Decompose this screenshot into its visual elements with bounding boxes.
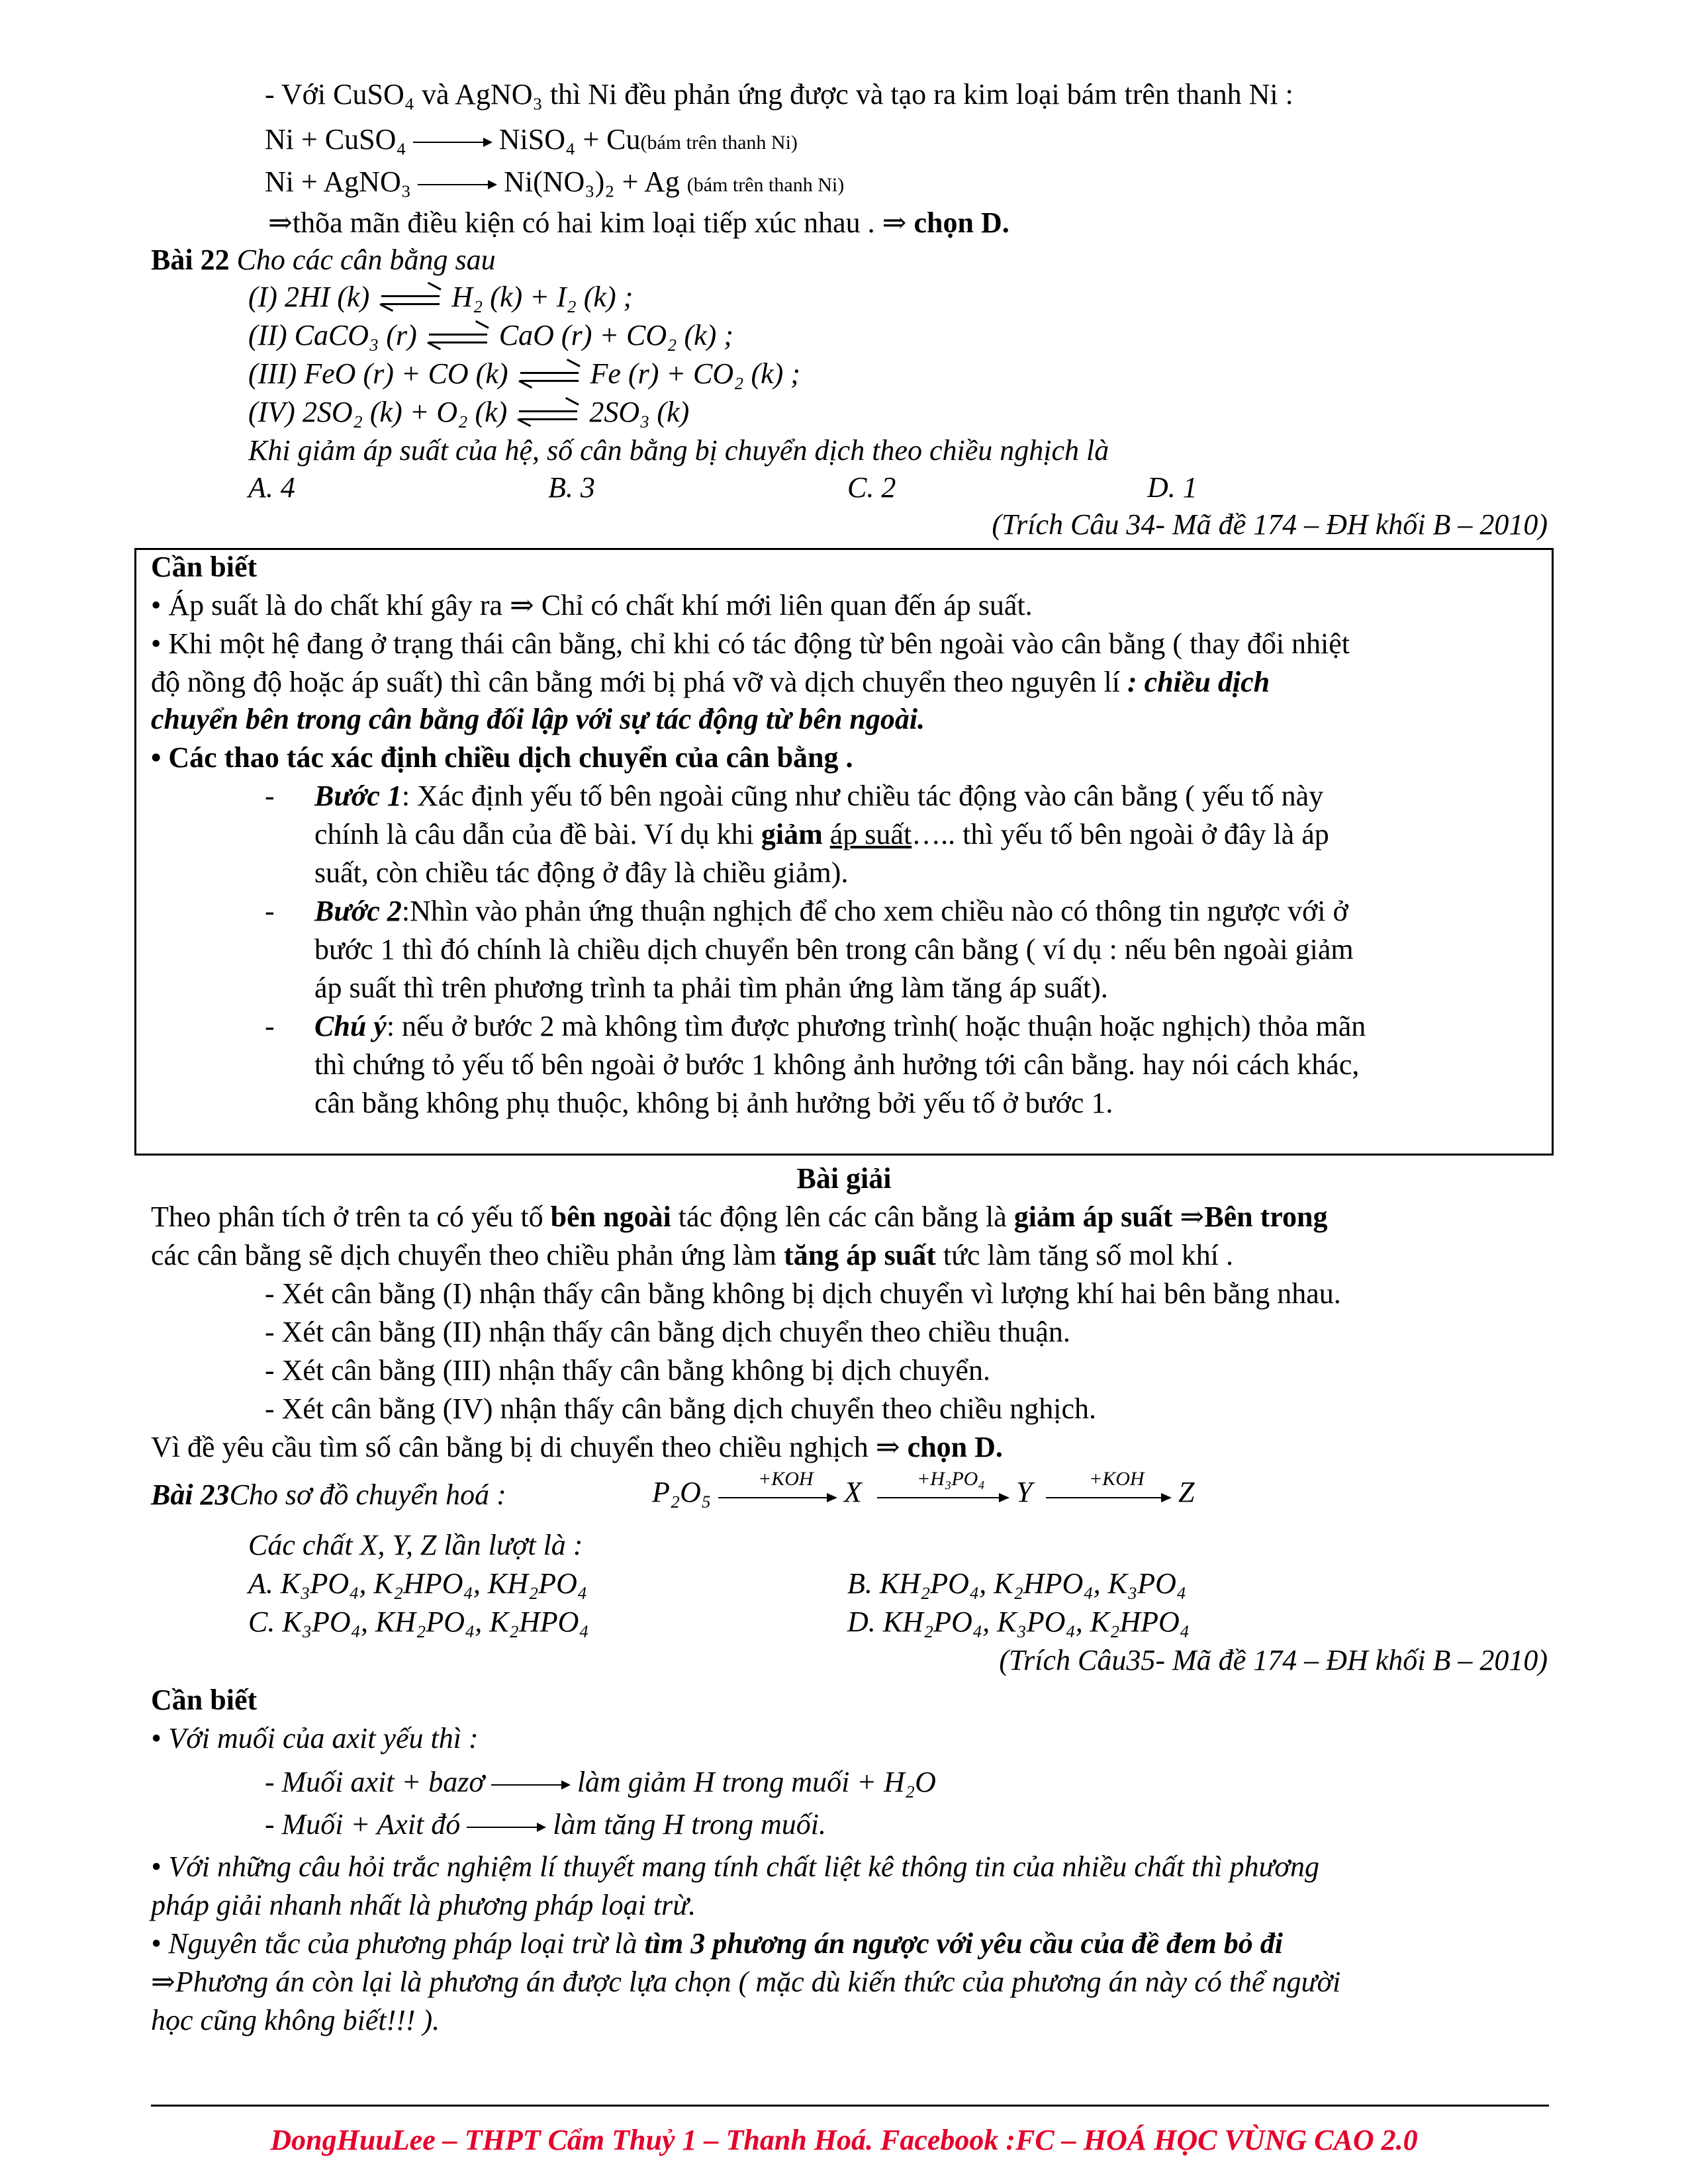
option-a: A. 4 bbox=[248, 471, 295, 504]
footer-divider bbox=[151, 2105, 1549, 2107]
arrow-icon bbox=[1046, 1492, 1172, 1503]
note-step-cont: thì chứng tỏ yếu tố bên ngoài ở bước 1 không ảnh hưởng tới cân bằng. hay nói cách khác, bbox=[314, 1048, 1360, 1081]
scheme-node: X bbox=[844, 1476, 862, 1508]
option-c: C. K₃PO₄, KH₂PO₄, K₂HPO₄ bbox=[248, 1606, 589, 1638]
solution-conclusion: Vì đề yêu cầu tìm số cân bằng bị di chuyển theo chiều nghịch ⇒ chọn D. bbox=[151, 1431, 1003, 1463]
box-bullet-cont: độ nồng độ hoặc áp suất) thì cân bằng mới bị phá vỡ và dịch chuyển theo nguyên lí : chiều dịch bbox=[151, 666, 1270, 698]
equilibrium-4: (IV) 2SO₂ (k) + O₂ (k) 2SO₃ (k) bbox=[248, 396, 690, 428]
equilibrium-3: (III) FeO (r) + CO (k) Fe (r) + CO₂ (k) ; bbox=[248, 357, 800, 390]
equilibrium-1: (I) 2HI (k) H₂ (k) + I₂ (k) ; bbox=[248, 281, 633, 313]
reaction-line bbox=[265, 123, 798, 157]
reactant: Ni + CuSO₄ bbox=[265, 123, 406, 156]
reaction-line: - Muối axit + bazơ làm giảm H trong muối + H₂O bbox=[265, 1766, 936, 1798]
arrow-icon bbox=[491, 1778, 571, 1792]
dash-icon: - bbox=[265, 895, 275, 927]
option-b: B. 3 bbox=[548, 471, 595, 504]
solution-item: - Xét cân bằng (II) nhận thấy cân bằng dịch chuyển theo chiều thuận. bbox=[265, 1316, 1070, 1348]
arrow-icon bbox=[718, 1492, 837, 1503]
dash-icon: - bbox=[265, 780, 275, 812]
option-d: D. 1 bbox=[1147, 471, 1197, 504]
step-2-cont: áp suất thì trên phương trình ta phải tìm phản ứng làm tăng áp suất). bbox=[314, 972, 1108, 1004]
solution-para: Theo phân tích ở trên ta có yếu tố bên ngoài tác động lên các cân bằng là giảm áp suất ⇒Bên trong bbox=[151, 1201, 1328, 1233]
question-label: Bài 22 bbox=[151, 244, 230, 276]
equilibrium-2: (II) CaCO₃ (r) CaO (r) + CO₂ (k) ; bbox=[248, 319, 733, 351]
scheme-node: P₂O₅ bbox=[652, 1476, 712, 1508]
equilibrium-arrow-icon bbox=[381, 291, 440, 308]
equilibrium-arrow-icon bbox=[519, 406, 577, 424]
step-1-cont: suất, còn chiều tác động ở đây là chiều giảm). bbox=[314, 856, 849, 889]
step-2-cont: bước 1 thì đó chính là chiều dịch chuyển bên trong cân bằng ( ví dụ : nếu bên ngoài giảm bbox=[314, 933, 1354, 966]
question-heading: Bài 23Cho sơ đồ chuyển hoá : bbox=[151, 1479, 506, 1511]
arrow-label: +H₃PO₄ bbox=[917, 1468, 985, 1490]
conclusion bbox=[268, 206, 1009, 240]
solution-item: - Xét cân bằng (IV) nhận thấy cân bằng dịch chuyển theo chiều nghịch. bbox=[265, 1392, 1096, 1425]
step-1-cont: chính là câu dẫn của đề bài. Ví dụ khi giảm áp suất….. thì yếu tố bên ngoài ở đây là áp bbox=[314, 818, 1329, 850]
answer: chọn D. bbox=[914, 206, 1009, 239]
box-bullet-cont: chuyển bên trong cân bằng đối lập với sự tác động từ bên ngoài. bbox=[151, 703, 925, 735]
note-step-cont: cân bằng không phụ thuộc, không bị ảnh hưởng bởi yếu tố ở bước 1. bbox=[314, 1087, 1113, 1119]
option-b: B. KH₂PO₄, K₂HPO₄, K₃PO₄ bbox=[847, 1567, 1187, 1600]
dash-icon: - bbox=[265, 1010, 275, 1042]
solution-para: các cân bằng sẽ dịch chuyển theo chiều phản ứng làm tăng áp suất tức làm tăng số mol khí . bbox=[151, 1239, 1234, 1271]
note: (bám trên thanh Ni) bbox=[640, 132, 798, 154]
bullet-cont: học cũng không biết!!! ). bbox=[151, 2004, 440, 2036]
reactant: Ni + AgNO₃ bbox=[265, 165, 412, 198]
box-bullet: • Khi một hệ đang ở trạng thái cân bằng, chỉ khi có tác động từ bên ngoài vào cân bằng ( thay đổi nhiệt bbox=[151, 627, 1350, 660]
footer: DongHuuLee – THPT Cẩm Thuỷ 1 – Thanh Hoá. Facebook :FC – HOÁ HỌC VÙNG CAO 2.0 bbox=[270, 2124, 1418, 2156]
option-c: C. 2 bbox=[847, 471, 896, 504]
step-1: Bước 1: Xác định yếu tố bên ngoài cũng như chiều tác động vào cân bằng ( yếu tố này bbox=[314, 780, 1324, 812]
equilibrium-arrow-icon bbox=[520, 368, 579, 385]
reaction-line bbox=[265, 165, 844, 199]
arrow-icon bbox=[413, 136, 492, 149]
section-title: Cần biết bbox=[151, 1684, 258, 1716]
source-citation: (Trích Câu35- Mã đề 174 – ĐH khối B – 2010) bbox=[999, 1644, 1548, 1676]
product: NiSO₄ + Cu bbox=[498, 123, 641, 156]
step-2: Bước 2:Nhìn vào phản ứng thuận nghịch để cho xem chiều nào có thông tin ngược với ở bbox=[314, 895, 1348, 927]
scheme-node: Z bbox=[1178, 1476, 1195, 1508]
note: (bám trên thanh Ni) bbox=[686, 174, 845, 196]
box-title: Cần biết bbox=[151, 551, 258, 583]
option-d: D. KH₂PO₄, K₃PO₄, K₂HPO₄ bbox=[847, 1606, 1190, 1638]
arrow-icon bbox=[467, 1821, 546, 1834]
bullet: • Nguyên tắc của phương pháp loại trừ là tìm 3 phương án ngược với yêu cầu của đề đem bỏ đi bbox=[151, 1927, 1284, 1960]
option-a: A. K₃PO₄, K₂HPO₄, KH₂PO₄ bbox=[248, 1567, 588, 1600]
question-intro: Cho các cân bằng sau bbox=[236, 244, 496, 276]
box-bullet: • Các thao tác xác định chiều dịch chuyển của cân bằng . bbox=[151, 741, 853, 774]
box-bullet: • Áp suất là do chất khí gây ra ⇒ Chỉ có chất khí mới liên quan đến áp suất. bbox=[151, 589, 1033, 621]
solution-item: - Xét cân bằng (I) nhận thấy cân bằng không bị dịch chuyển vì lượng khí hai bên bằng nhau. bbox=[265, 1277, 1341, 1310]
solution-title: Bài giải bbox=[796, 1162, 892, 1195]
reaction-line: - Muối + Axit đó làm tăng H trong muối. bbox=[265, 1808, 826, 1841]
arrow-icon bbox=[877, 1492, 1009, 1503]
arrow-icon bbox=[418, 178, 497, 191]
text-line: - Với CuSO₄ và AgNO₃ thì Ni đều phản ứng được và tạo ra kim loại bám trên thanh Ni : bbox=[265, 78, 1293, 111]
conclusion-text: ⇒thõa mãn điều kiện có hai kim loại tiếp xúc nhau . ⇒ bbox=[268, 206, 907, 239]
scheme-node: Y bbox=[1016, 1476, 1033, 1508]
question-text: Các chất X, Y, Z lần lượt là : bbox=[248, 1529, 583, 1561]
note-step: Chú ý: nếu ở bước 2 mà không tìm được phương trình( hoặc thuận hoặc nghịch) thỏa mãn bbox=[314, 1010, 1366, 1042]
question-heading bbox=[151, 244, 496, 277]
arrow-label: +KOH bbox=[758, 1468, 814, 1490]
equilibrium-arrow-icon bbox=[429, 330, 487, 347]
bullet: • Với những câu hỏi trắc nghiệm lí thuyết mang tính chất liệt kê thông tin của nhiều chất thì phương bbox=[151, 1850, 1319, 1883]
bullet-cont: ⇒Phương án còn lại là phương án được lựa chọn ( mặc dù kiến thức của phương án này có thể người bbox=[151, 1966, 1341, 1998]
solution-item: - Xét cân bằng (III) nhận thấy cân bằng không bị dịch chuyển. bbox=[265, 1354, 990, 1387]
product: Ni(NO₃)₂ + Ag bbox=[504, 165, 680, 198]
bullet: • Với muối của axit yếu thì : bbox=[151, 1722, 479, 1754]
arrow-label: +KOH bbox=[1089, 1468, 1145, 1490]
source-citation: (Trích Câu 34- Mã đề 174 – ĐH khối B – 2010) bbox=[992, 508, 1548, 541]
question-text: Khi giảm áp suất của hệ, số cân bằng bị chuyển dịch theo chiều nghịch là bbox=[248, 434, 1109, 467]
bullet-cont: pháp giải nhanh nhất là phương pháp loại trừ. bbox=[151, 1889, 696, 1921]
